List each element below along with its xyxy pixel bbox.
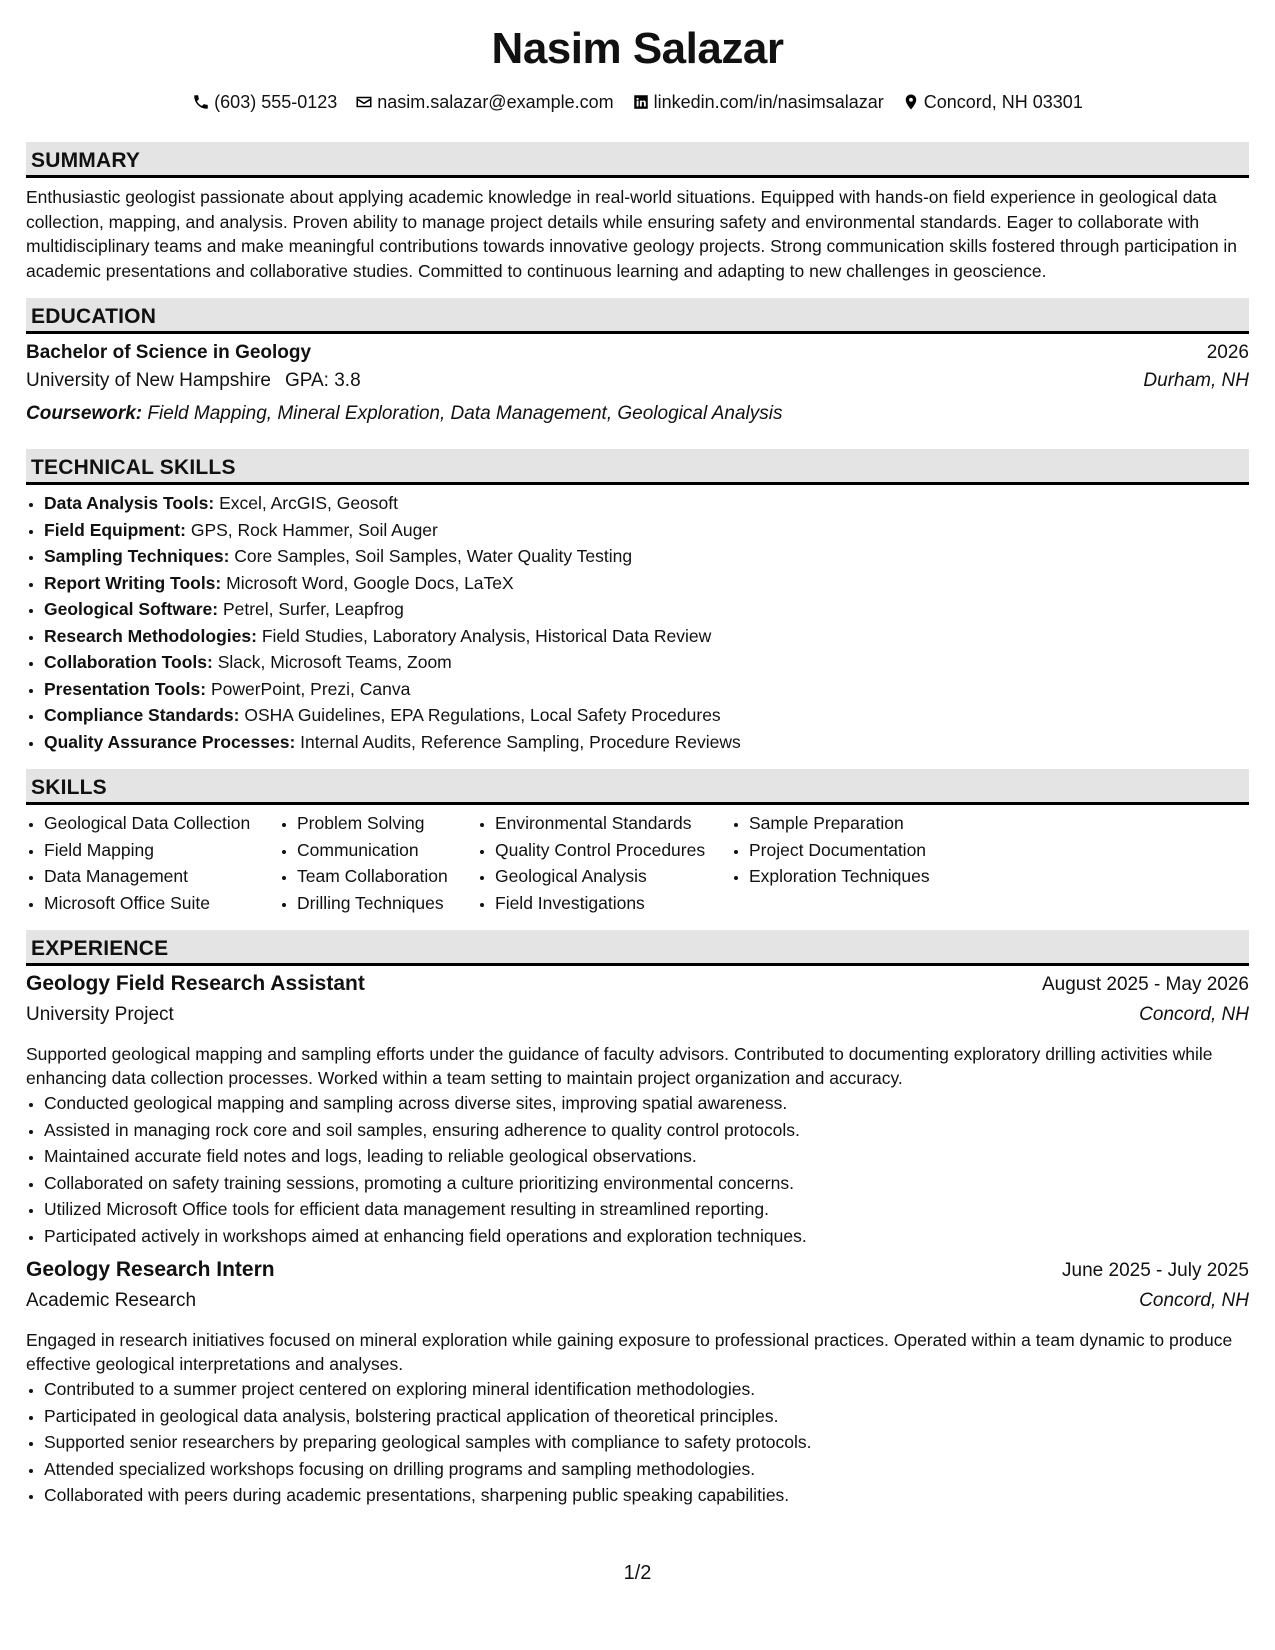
candidate-name: Nasim Salazar [491, 24, 784, 73]
education-heading: EDUCATION [26, 298, 1249, 334]
list-item: • Communication [297, 837, 477, 864]
skill-category: Collaboration Tools: [44, 652, 213, 672]
job-location: Concord, NH [1139, 1290, 1249, 1311]
skills-column [26, 810, 279, 916]
skills-column [477, 810, 731, 916]
job-organization: Academic Research [26, 1290, 197, 1311]
technical-skills-list [26, 490, 1249, 755]
job-title: Geology Research Intern [26, 1258, 275, 1281]
skills-column [279, 810, 477, 916]
job-bullets [26, 1090, 1249, 1249]
skill-values: GPS, Rock Hammer, Soil Auger [190, 519, 438, 540]
list-item: • Collaborated with peers during academic presentations, sharpening public speaking capabilities. [44, 1482, 1249, 1509]
technical-skills-heading: TECHNICAL SKILLS [26, 449, 1249, 485]
coursework-label: Coursework: [26, 403, 143, 424]
contact-email[interactable] [355, 90, 613, 114]
list-item: • Utilized Microsoft Office tools for efficient data management resulting in streamlined reporting. [44, 1196, 1249, 1223]
phone-icon [192, 93, 210, 111]
experience-heading: EXPERIENCE [26, 930, 1249, 966]
linkedin-icon [632, 93, 650, 111]
list-item: • Sample Preparation [749, 810, 969, 837]
coursework [26, 399, 1249, 429]
list-item [44, 596, 1249, 623]
list-item [44, 676, 1249, 703]
list-item [44, 729, 1249, 756]
phone-text: (603) 555-0123 [214, 92, 338, 112]
list-item: • Geological Analysis [495, 863, 731, 890]
skill-category: Research Methodologies: [44, 625, 257, 646]
list-item [44, 702, 1249, 729]
map-pin-icon [902, 93, 920, 111]
skill-values: Petrel, Surfer, Leapfrog [222, 599, 404, 619]
skill-category: Geological Software: [44, 599, 219, 619]
job-org-row [26, 1290, 1249, 1320]
list-item [44, 570, 1249, 597]
skill-category: Field Equipment: [44, 519, 186, 540]
skill-category: Report Writing Tools: [44, 572, 222, 593]
skill-values: Slack, Microsoft Teams, Zoom [217, 652, 452, 672]
job-description: Supported geological mapping and sampling efforts under the guidance of faculty advisors. Contributed to documenting exploratory drilling activities while enhancing data collection processes. Worked within a team setting to maintain project organization and accuracy. [26, 1044, 1213, 1088]
list-item: • Contributed to a summer project centered on exploring mineral identification methodologies. [44, 1376, 1249, 1403]
job-dates: August 2025 - May 2026 [1041, 974, 1249, 995]
skill-values: Internal Audits, Reference Sampling, Procedure Reviews [300, 731, 741, 752]
job-entry [26, 1258, 1249, 1509]
list-item: • Drilling Techniques [297, 890, 477, 917]
contact-linkedin[interactable] [632, 90, 884, 114]
contact-location [902, 90, 1083, 114]
job-title-row [26, 1258, 1249, 1290]
graduation-year: 2026 [1206, 342, 1249, 363]
list-item: • Assisted in managing rock core and soil samples, ensuring adherence to quality control protocols. [44, 1117, 1249, 1144]
skills-column [731, 810, 969, 916]
job-entry [26, 972, 1249, 1249]
page-number: 1/2 [623, 1562, 652, 1584]
list-item: • Data Management [44, 863, 279, 890]
list-item: • Participated actively in workshops aimed at enhancing field operations and exploration techniques. [44, 1223, 1249, 1250]
location-text: Concord, NH 03301 [923, 92, 1083, 112]
job-title: Geology Field Research Assistant [26, 972, 365, 995]
skill-values: Field Studies, Laboratory Analysis, Historical Data Review [261, 625, 712, 646]
list-item: • Problem Solving [297, 810, 477, 837]
gpa: GPA: 3.8 [284, 370, 361, 391]
skill-category: Data Analysis Tools: [44, 493, 215, 513]
coursework-list: Field Mapping, Mineral Exploration, Data Management, Geological Analysis [147, 403, 783, 424]
contact-phone[interactable] [192, 90, 337, 114]
list-item: • Quality Control Procedures [495, 837, 731, 864]
education-school-row [26, 370, 1249, 399]
list-item: • Geological Data Collection [44, 810, 279, 837]
summary-heading: SUMMARY [26, 142, 1249, 178]
list-item: • Participated in geological data analysis, bolstering practical application of theoretical principles. [44, 1403, 1249, 1430]
job-bullets [26, 1376, 1249, 1509]
school-location: Durham, NH [1143, 370, 1249, 391]
skill-category: Compliance Standards: [44, 705, 240, 725]
job-title-row [26, 972, 1249, 1004]
school-name: University of New Hampshire [26, 370, 271, 391]
list-item [44, 623, 1249, 650]
job-location: Concord, NH [1139, 1004, 1249, 1025]
job-description: Engaged in research initiatives focused on mineral exploration while gaining exposure to professional practices. Operated within a team dynamic to produce effective geological interpretations and analyses. [26, 1330, 1233, 1374]
list-item: • Field Investigations [495, 890, 731, 917]
list-item: • Team Collaboration [297, 863, 477, 890]
job-org-row [26, 1004, 1249, 1034]
list-item: • Attended specialized workshops focusing on drilling programs and sampling methodologies. [44, 1456, 1249, 1483]
skill-values: Microsoft Word, Google Docs, LaTeX [226, 572, 514, 593]
list-item: • Project Documentation [749, 837, 969, 864]
summary-text: Enthusiastic geologist passionate about applying academic knowledge in real-world situations. Equipped with hands-on field experience in geological data collection, mapping, and analysis. Proven ability to manage project details while ensuring safety and environmental standards. Eager to collaborate with multidisciplinary teams and make meaningful contributions towards innovative geology projects. Strong communication skills fostered through participation in academic presentations and collaborative studies. Committed to continuous learning and adapting to new challenges in geoscience. [26, 187, 1238, 281]
skill-category: Quality Assurance Processes: [44, 731, 296, 752]
skills-grid [26, 810, 1249, 916]
skills-heading: SKILLS [26, 769, 1249, 805]
list-item: • Supported senior researchers by preparing geological samples with compliance to safety protocols. [44, 1429, 1249, 1456]
list-item: • Field Mapping [44, 837, 279, 864]
linkedin-text: linkedin.com/in/nasimsalazar [653, 92, 884, 112]
skill-values: OSHA Guidelines, EPA Regulations, Local Safety Procedures [244, 705, 721, 725]
education-degree-row [26, 342, 1249, 370]
skill-values: PowerPoint, Prezi, Canva [210, 678, 411, 699]
envelope-icon [355, 93, 373, 111]
list-item: • Collaborated on safety training sessions, promoting a culture prioritizing environmental concerns. [44, 1170, 1249, 1197]
list-item [44, 490, 1249, 517]
list-item [44, 649, 1249, 676]
list-item: • Maintained accurate field notes and logs, leading to reliable geological observations. [44, 1143, 1249, 1170]
job-dates: June 2025 - July 2025 [1062, 1260, 1249, 1281]
list-item [44, 517, 1249, 544]
skill-category: Sampling Techniques: [44, 546, 230, 566]
skill-values: Excel, ArcGIS, Geosoft [219, 493, 399, 513]
email-text: nasim.salazar@example.com [377, 92, 614, 112]
list-item: • Microsoft Office Suite [44, 890, 279, 917]
skill-category: Presentation Tools: [44, 678, 207, 699]
job-organization: University Project [26, 1004, 174, 1025]
list-item: • Exploration Techniques [749, 863, 969, 890]
list-item [44, 543, 1249, 570]
contact-bar [26, 90, 1249, 114]
degree-title: Bachelor of Science in Geology [26, 342, 312, 363]
list-item: • Environmental Standards [495, 810, 731, 837]
list-item: • Conducted geological mapping and sampling across diverse sites, improving spatial awareness. [44, 1090, 1249, 1117]
skill-values: Core Samples, Soil Samples, Water Quality Testing [234, 546, 633, 566]
